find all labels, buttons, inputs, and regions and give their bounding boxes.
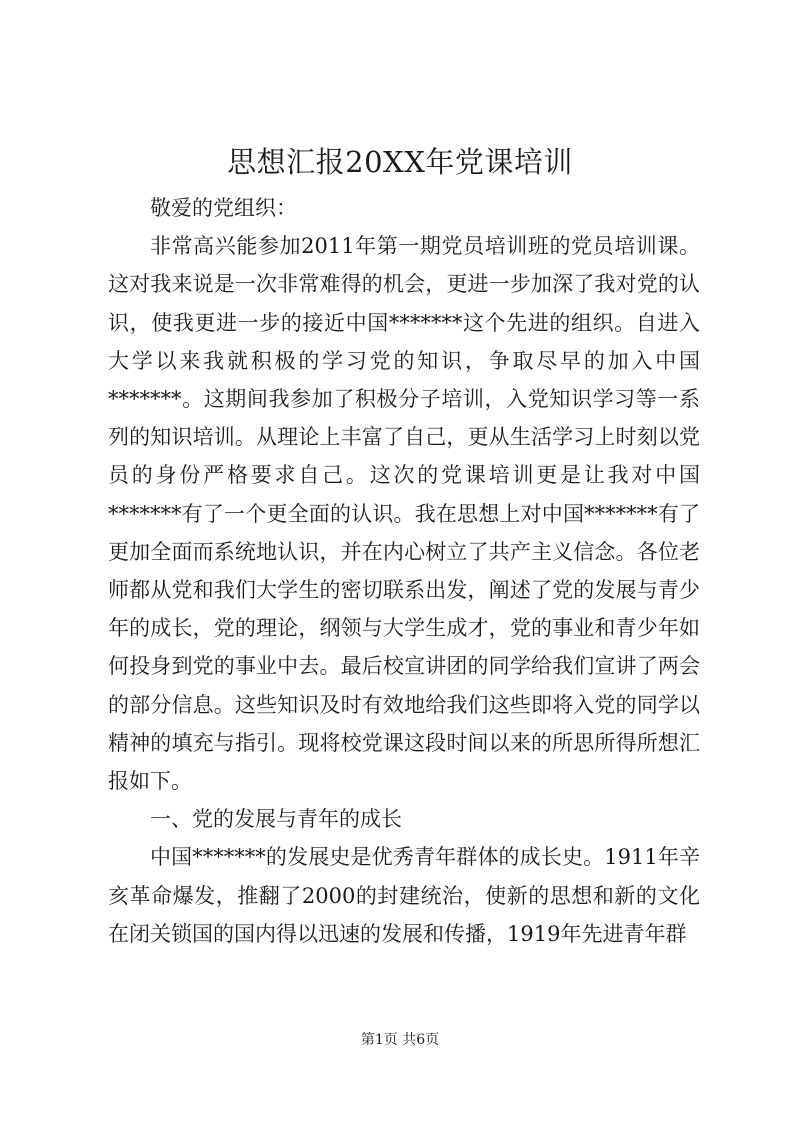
page-footer: 第1页 共6页 (360, 1032, 440, 1048)
section-heading: 一、党的发展与青年的成长 (150, 807, 402, 832)
salutation: 敬爱的党组织： (150, 196, 297, 220)
section-paragraph: 中国*******的发展史是优秀青年群体的成长史。1911年辛亥革命爆发，推翻了2000的封建统治，使新的思想和新的文化在闭关锁国的国内得以迅速的发展和传播，1919年先进青年群 (108, 845, 700, 946)
document-title: 思想汇报20XX年党课培训 (227, 145, 573, 179)
document-body (108, 189, 700, 953)
body-paragraph: 非常高兴能参加2011年第一期党员培训班的党员培训课。这对我来说是一次非常难得的机会，更进一步加深了我对党的认识，使我更进一步的接近中国*******这个先进的组织。自进入大学以来我就积极的学习党的知识，争取尽早的加入中国*******。这期间我参加了积极分子培训，入党知识学习等一系列的知识培训。从理论上丰富了自己，更从生活学习上时刻以党员的身份严格要求自己。这次的党课培训更是让我对中国*******有了一个更全面的认识。我在思想上对中国*******有了更加全面而系统地认识，并在内心树立了共产主义信念。各位老师都从党和我们大学生的密切联系出发，阐述了党的发展与青少年的成长，党的理论，纲领与大学生成才，党的事业和青少年如何投身到党的事业中去。最后校宣讲团的同学给我们宣讲了两会的部分信息。这些知识及时有效地给我们这些即将入党的同学以精神的填充与指引。现将校党课这段时间以来的所思所得所想汇报如下。 (108, 234, 700, 794)
